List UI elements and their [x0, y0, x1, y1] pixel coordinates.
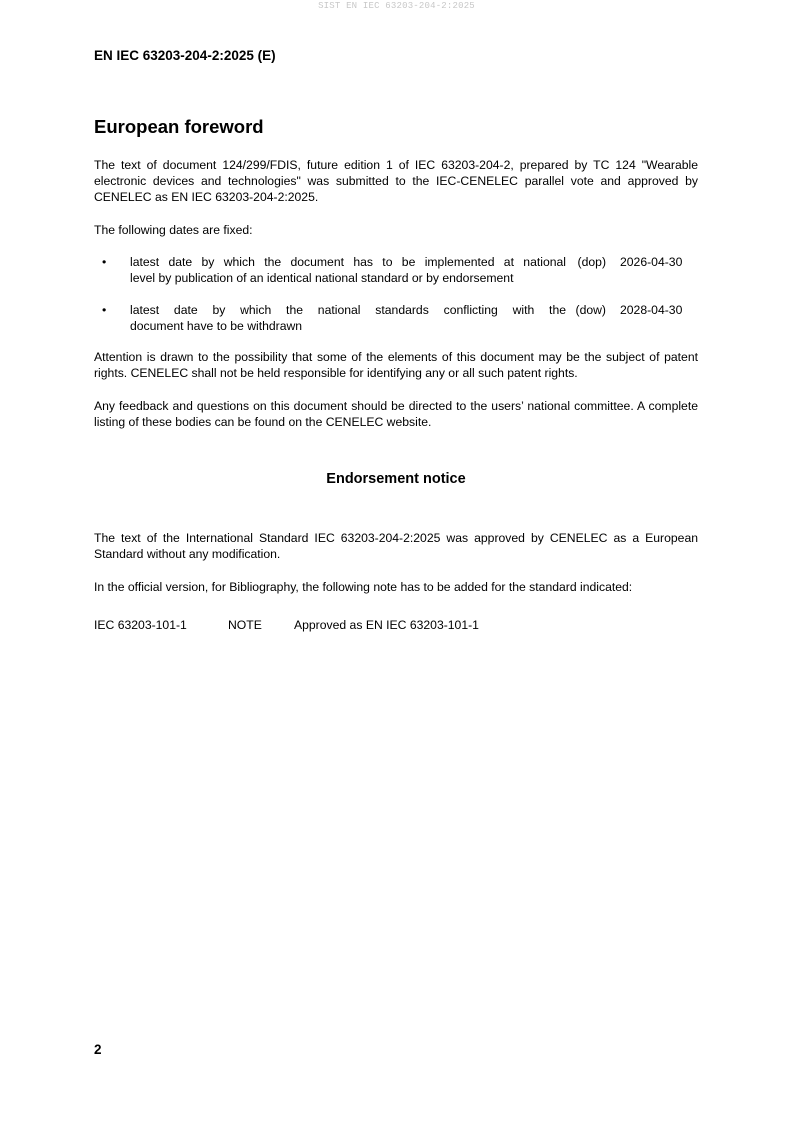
watermark: SIST EN IEC 63203-204-2:2025 — [318, 1, 475, 11]
page-number: 2 — [94, 1042, 102, 1057]
bibliography-intro-paragraph: In the official version, for Bibliography, the following note has to be added for the standard indicated: — [94, 580, 633, 594]
date-description-line-2: document have to be withdrawn — [130, 319, 303, 333]
date-description-line-2: level by publication of an identical national standard or by endorsement — [130, 271, 514, 285]
date-code: (dop) — [577, 255, 606, 269]
document-id-header: EN IEC 63203-204-2:2025 (E) — [94, 48, 276, 63]
note-label: NOTE — [228, 618, 262, 632]
date-code: (dow) — [575, 303, 606, 317]
dates-intro-paragraph: The following dates are fixed: — [94, 223, 253, 237]
note-reference: IEC 63203-101-1 — [94, 618, 187, 632]
date-description-line-1: latest date by which the national standards conflicting with the — [130, 303, 566, 317]
endorsement-text-paragraph: The text of the International Standard IEC 63203-204-2:2025 was approved by CENELEC as a European Standard without any modification. — [94, 531, 698, 561]
bullet-icon: • — [102, 255, 107, 269]
bullet-icon: • — [102, 303, 107, 317]
foreword-intro-paragraph: The text of document 124/299/FDIS, future edition 1 of IEC 63203-204-2, prepared by TC 124 "Wearable electronic devices and technologies" was submitted to the IEC-CENELEC parallel vote and approved by CENELEC as EN IEC 63203-204-2:2025. — [94, 158, 698, 204]
date-description-line-1: latest date by which the document has to be implemented at national — [130, 255, 566, 269]
date-description — [130, 302, 566, 334]
endorsement-notice-title: Endorsement notice — [326, 471, 466, 487]
date-description — [130, 254, 566, 286]
date-value: 2028-04-30 — [620, 303, 683, 317]
note-text: Approved as EN IEC 63203-101-1 — [294, 618, 479, 632]
date-value: 2026-04-30 — [620, 255, 683, 269]
european-foreword-title: European foreword — [94, 116, 264, 137]
feedback-paragraph: Any feedback and questions on this document should be directed to the users’ national committee. A complete listing of these bodies can be found on the CENELEC website. — [94, 399, 698, 429]
patent-attention-paragraph: Attention is drawn to the possibility that some of the elements of this document may be the subject of patent rights. CENELEC shall not be held responsible for identifying any or all such patent rights. — [94, 350, 698, 380]
